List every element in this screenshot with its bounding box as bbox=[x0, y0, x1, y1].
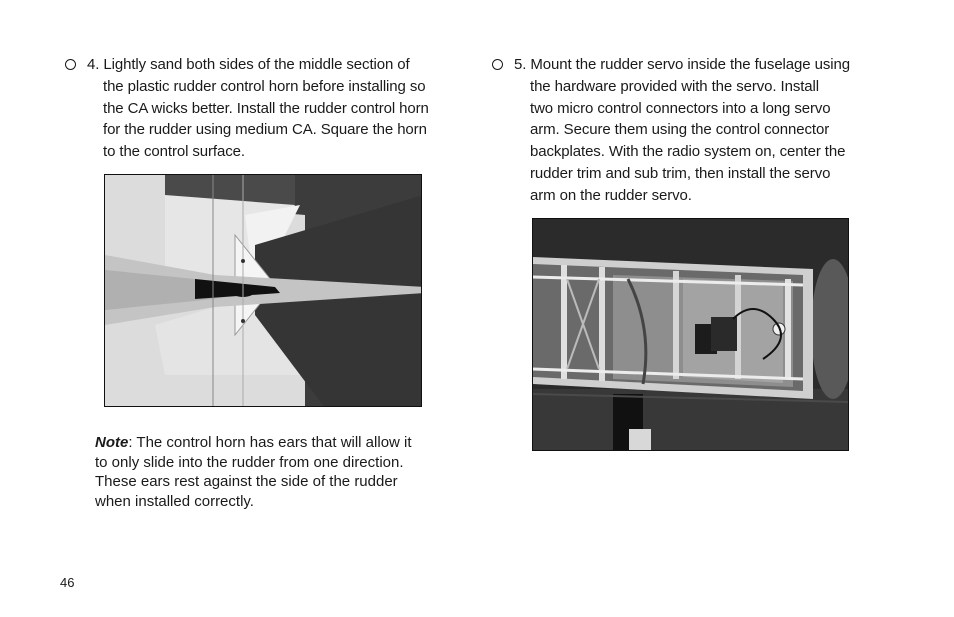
checkbox-circle-icon[interactable] bbox=[65, 59, 76, 70]
step-5-line: arm. Secure them using the control connector bbox=[530, 121, 830, 139]
step-4-instructions bbox=[65, 54, 429, 163]
step-4-line: the CA wicks better. Install the rudder control horn bbox=[103, 99, 429, 117]
step-4-line: 4. Lightly sand both sides of the middle section of bbox=[87, 56, 410, 73]
note-paragraph bbox=[95, 433, 412, 511]
step-5-line: two micro control connectors into a long servo bbox=[530, 99, 831, 117]
checkbox-circle-icon[interactable] bbox=[492, 59, 503, 70]
note-line: when installed correctly. bbox=[95, 492, 254, 510]
step-5-line: 5. Mount the rudder servo inside the fuselage using bbox=[514, 56, 850, 73]
page-number: 46 bbox=[60, 575, 75, 590]
step-5-line: backplates. With the radio system on, center the bbox=[530, 143, 846, 161]
rudder-control-horn-photo bbox=[104, 174, 422, 407]
step-4-line: for the rudder using medium CA. Square the horn bbox=[103, 121, 427, 139]
step-5-instructions bbox=[492, 54, 850, 207]
fuselage-servo-photo bbox=[532, 218, 849, 451]
step-5-line: the hardware provided with the servo. Install bbox=[530, 77, 819, 95]
note-line: These ears rest against the side of the rudder bbox=[95, 473, 398, 490]
step-4-line: to the control surface. bbox=[103, 143, 245, 161]
step-5-line: arm on the rudder servo. bbox=[530, 186, 692, 204]
note-label: Note bbox=[95, 434, 129, 451]
step-5-line: rudder trim and sub trim, then install the servo bbox=[530, 164, 831, 182]
step-4-line: the plastic rudder control horn before installing so bbox=[103, 77, 426, 95]
note-line: to only slide into the rudder from one direction. bbox=[95, 453, 404, 471]
note-line: : The control horn has ears that will allow it bbox=[128, 434, 412, 451]
